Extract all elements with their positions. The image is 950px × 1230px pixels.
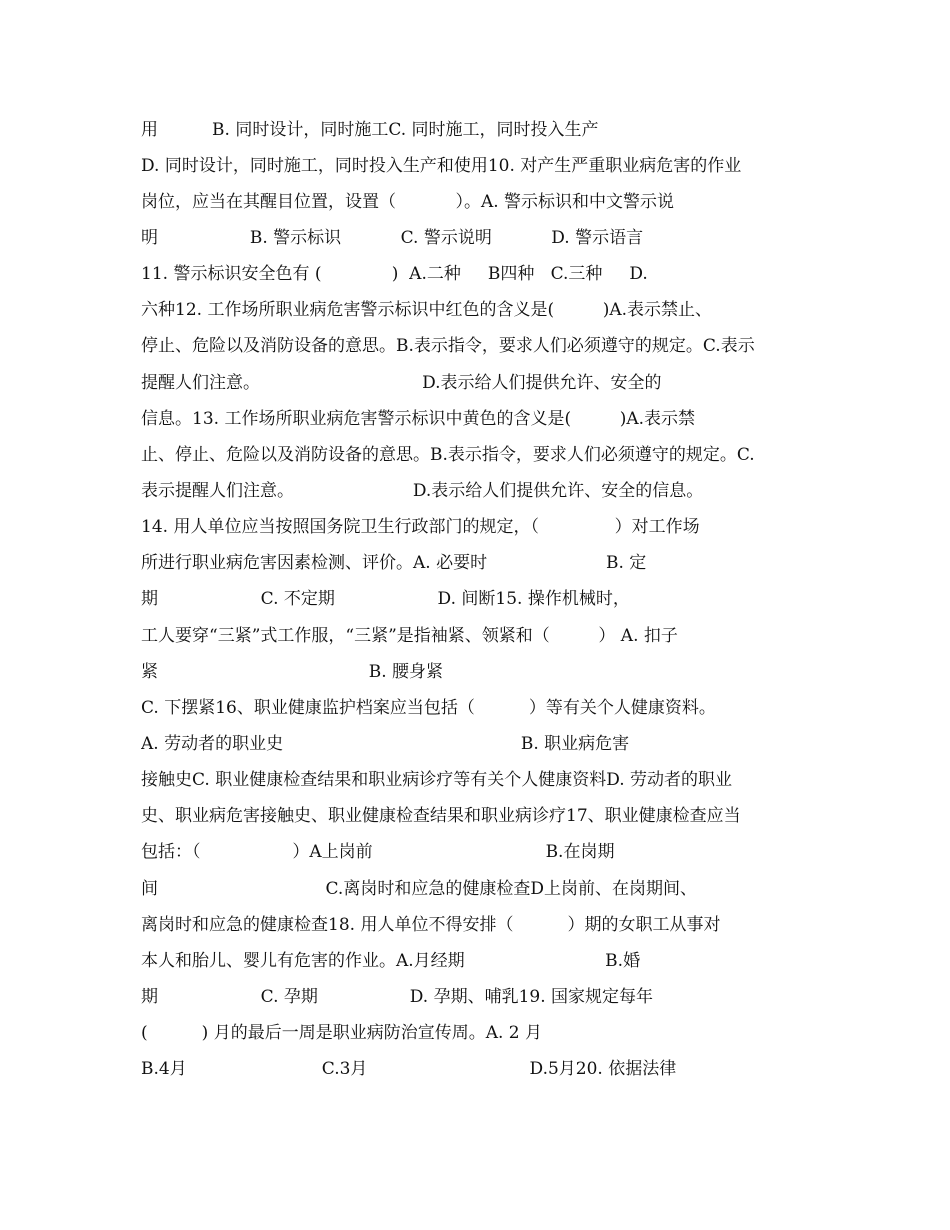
text-line: B.4月 C.3月 D.5月20. 依据法律 <box>141 1059 677 1079</box>
text-line: 工人要穿“三紧”式工作服，“三紧”是指袖紧、领紧和（ ） A. 扣子 <box>141 626 678 646</box>
text-line: 离岗时和应急的健康检查18. 用人单位不得安排（ ）期的女职工从事对 <box>141 915 721 935</box>
text-line: 14. 用人单位应当按照国务院卫生行政部门的规定，（ ）对工作场 <box>141 517 700 537</box>
text-line: 本人和胎儿、婴儿有危害的作业。A.月经期 B.婚 <box>141 951 641 971</box>
text-line: 包括：（ ）A上岗前 B.在岗期 <box>141 842 615 862</box>
text-line: 六种12. 工作场所职业病危害警示标识中红色的含义是( )A.表示禁止、 <box>141 300 713 320</box>
text-line: 11. 警示标识安全色有 ( ) A.二种 B四种 C.三种 D. <box>141 264 648 284</box>
text-line: 间 C.离岗时和应急的健康检查D上岗前、在岗期间、 <box>141 879 697 899</box>
text-line: 信息。13. 工作场所职业病危害警示标识中黄色的含义是( )A.表示禁 <box>141 409 696 429</box>
text-line: 期 C. 不定期 D. 间断15. 操作机械时， <box>141 589 630 609</box>
text-line: 停止、危险以及消防设备的意思。B.表示指令，要求人们必须遵守的规定。C.表示 <box>141 336 755 356</box>
text-line: 史、职业病危害接触史、职业健康检查结果和职业病诊疗17、职业健康检查应当 <box>141 806 741 826</box>
text-line: 紧 B. 腰身紧 <box>141 662 444 682</box>
text-line: 表示提醒人们注意。 D.表示给人们提供允许、安全的信息。 <box>141 481 704 501</box>
text-line: C. 下摆紧16、职业健康监护档案应当包括（ ）等有关个人健康资料。 <box>141 698 716 718</box>
text-line: 明 B. 警示标识 C. 警示说明 D. 警示语言 <box>141 228 644 248</box>
text-line: 所进行职业病危害因素检测、评价。A. 必要时 B. 定 <box>141 553 647 573</box>
text-line: ( ) 月的最后一周是职业病防治宣传周。A. 2 月 <box>141 1023 543 1043</box>
text-line: 止、停止、危险以及消防设备的意思。B.表示指令，要求人们必须遵守的规定。C. <box>141 445 755 465</box>
text-line: 用 B. 同时设计，同时施工C. 同时施工，同时投入生产 <box>141 120 599 140</box>
text-line: D. 同时设计，同时施工，同时投入生产和使用10. 对产生严重职业病危害的作业 <box>141 156 742 176</box>
text-line: A. 劳动者的职业史 B. 职业病危害 <box>141 734 630 754</box>
text-line: 期 C. 孕期 D. 孕期、哺乳19. 国家规定每年 <box>141 987 654 1007</box>
text-line: 提醒人们注意。 D.表示给人们提供允许、安全的 <box>141 373 662 393</box>
text-line: 接触史C. 职业健康检查结果和职业病诊疗等有关个人健康资料D. 劳动者的职业 <box>141 770 733 790</box>
text-line: 岗位，应当在其醒目位置，设置（ ）。A. 警示标识和中文警示说 <box>141 192 675 212</box>
